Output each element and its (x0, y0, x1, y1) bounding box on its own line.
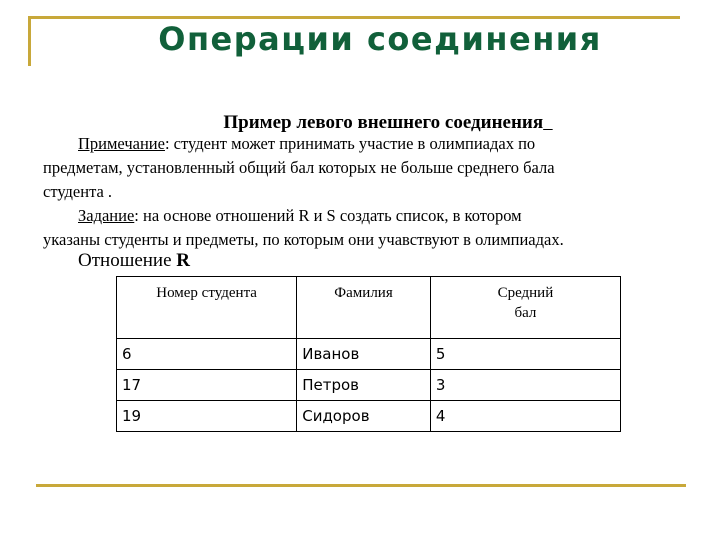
header-average-grade (430, 277, 620, 339)
relation-label (78, 250, 190, 272)
relation-name: R (176, 250, 191, 271)
task-line-2: указаны студенты и предметы, по которым они учавствуют в олимпиадах. (43, 230, 564, 249)
top-decorative-rule (28, 16, 680, 19)
subtitle-underline-space (543, 112, 553, 133)
cell-average-grade: 3 (430, 370, 620, 401)
slide-title: Операции соединения (158, 20, 602, 58)
cell-student-number: 6 (117, 339, 297, 370)
cell-student-number: 19 (117, 401, 297, 432)
cell-average-grade: 4 (430, 401, 620, 432)
relation-table (116, 276, 621, 432)
header-student-number: Номер студента (117, 277, 297, 339)
subtitle (0, 112, 720, 134)
note-label: Примечание (78, 134, 165, 153)
table-row (117, 339, 621, 370)
table-row (117, 370, 621, 401)
note-paragraph (43, 132, 693, 204)
note-line-1: : студент может принимать участие в олимпиадах по (164, 134, 536, 153)
subtitle-text: Пример левого внешнего соединения (223, 112, 544, 133)
header-surname: Фамилия (297, 277, 431, 339)
table-row (117, 401, 621, 432)
cell-surname: Петров (297, 370, 431, 401)
note-line-3: студента . (43, 182, 113, 201)
task-label: Задание (78, 206, 135, 225)
table-header-row (117, 277, 621, 339)
header-average-grade-line1: Средний (497, 285, 554, 301)
relation-label-text: Отношение (78, 250, 172, 271)
bottom-decorative-rule (36, 484, 686, 487)
cell-student-number: 17 (117, 370, 297, 401)
cell-surname: Сидоров (297, 401, 431, 432)
cell-surname: Иванов (297, 339, 431, 370)
note-line-2: предметам, установленный общий бал которых не больше среднего бала (43, 158, 555, 177)
task-line-1: : на основе отношений R и S создать список, в котором (134, 206, 522, 225)
header-average-grade-line2: бал (514, 305, 537, 321)
cell-average-grade: 5 (430, 339, 620, 370)
task-paragraph (43, 204, 693, 252)
